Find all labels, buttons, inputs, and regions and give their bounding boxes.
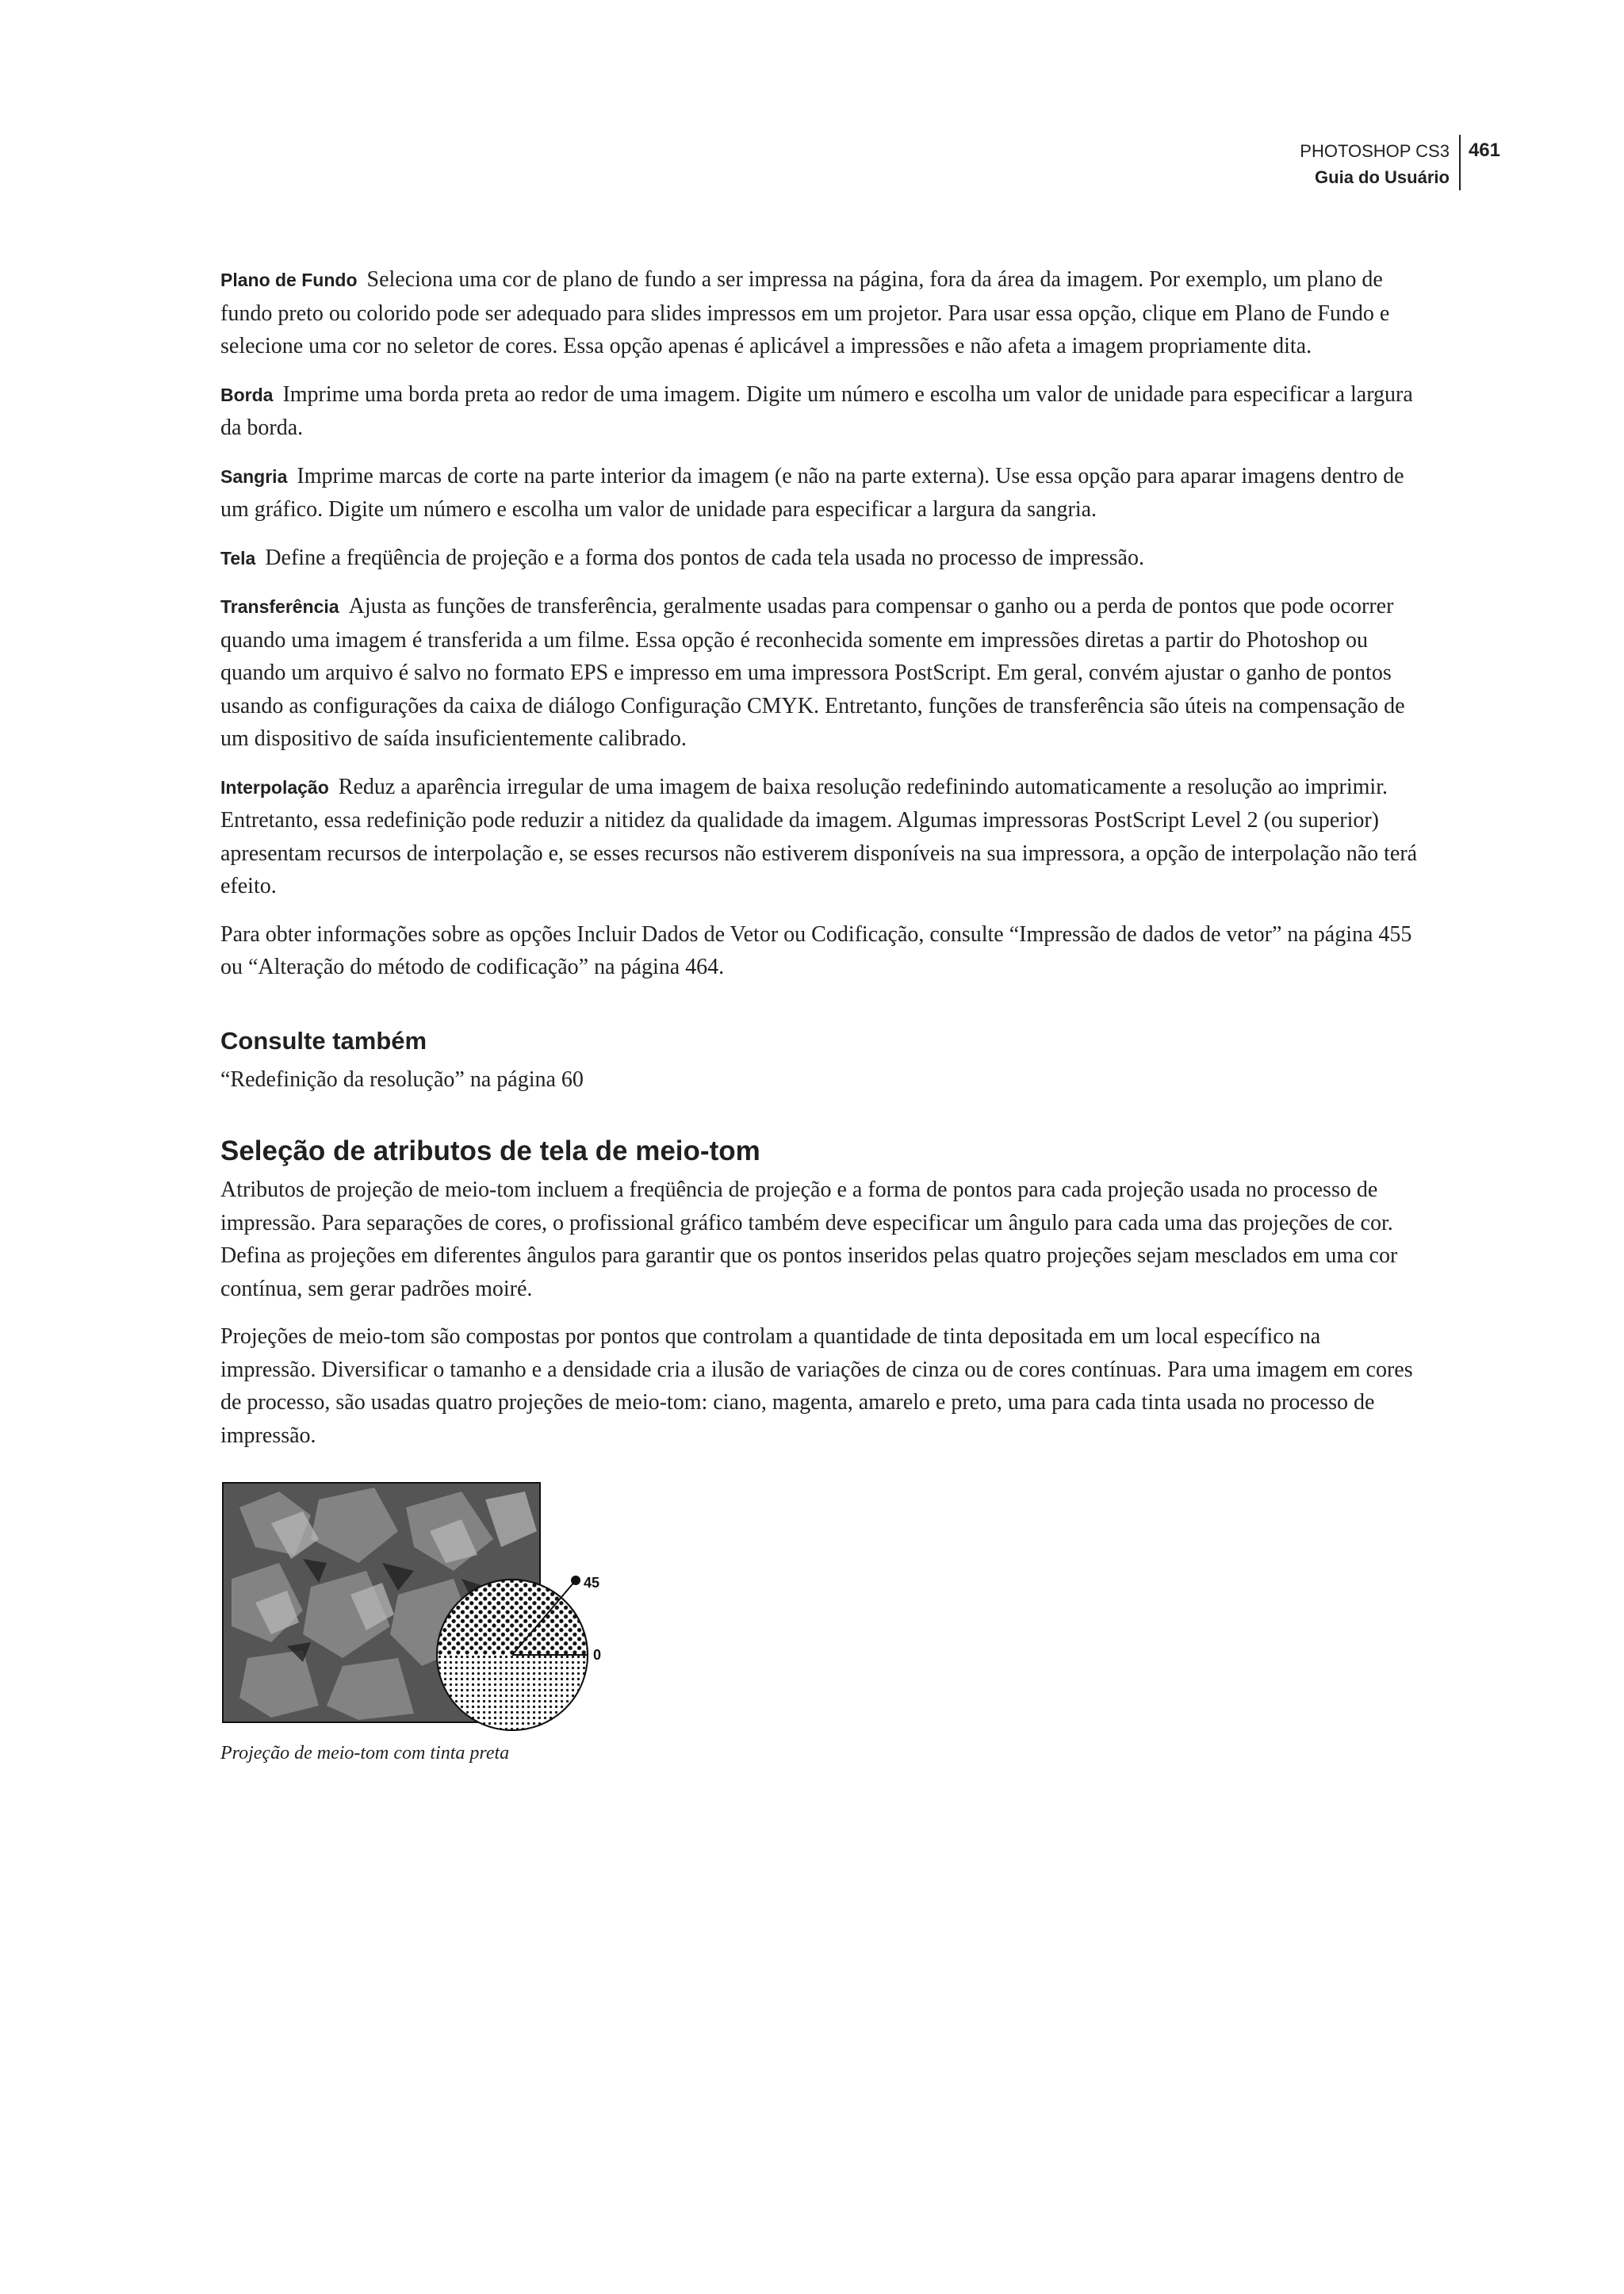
definition-transferencia <box>220 590 1418 756</box>
term-label: Sangria <box>220 465 288 487</box>
angle-label-0: 0 <box>593 1647 602 1663</box>
more-info-paragraph: Para obter informações sobre as opções Incluir Dados de Vetor ou Codificação, consulte “Impressão de dados de vetor” na página 455 ou “Alteração do método de codificação” na página 464. <box>220 921 1412 979</box>
definition-borda <box>220 378 1418 445</box>
angle-label-45: 45 <box>584 1575 600 1591</box>
term-label: Borda <box>220 384 274 405</box>
term-description: Seleciona uma cor de plano de fundo a ser impressa na página, fora da área da imagem. Por exemplo, um plano de fundo preto ou colorido pode ser adequado para slides impressos em um projetor. Para usar essa opção, clique em Plano de Fundo e selecione uma cor no seletor de cores. Essa opção apenas é aplicável a impressões e não afeta a imagem propriamente dita. <box>220 267 1390 358</box>
term-description: Imprime marcas de corte na parte interior da imagem (e não na parte externa). Use essa opção para aparar imagens dentro de um gráfico. Digite um número e escolha um valor de unidade para especificar a largura da sangria. <box>220 463 1404 522</box>
section-paragraph: Atributos de projeção de meio-tom incluem a freqüência de projeção e a forma de pontos para cada projeção usada no processo de impressão. Para separações de cores, o profissional gráfico também deve especificar um ângulo para cada uma das projeções de cor. Defina as projeções em diferentes ângulos para garantir que os pontos inseridos pelas quatro projeções sejam mesclados em uma cor contínua, sem gerar padrões moiré. <box>220 1178 1398 1301</box>
see-also-heading: Consulte também <box>220 1026 427 1055</box>
term-description: Ajusta as funções de transferência, geralmente usadas para compensar o ganho ou a perda de pontos que pode ocorrer quando uma imagem é transferida a um filme. Essa opção é reconhecida somente em impressões diretas a partir do Photoshop ou quando um arquivo é salvo no formato EPS e impresso em uma impressora PostScript. Em geral, convém ajustar o ganho de pontos usando as configurações da caixa de diálogo Configuração CMYK. Entretanto, funções de transferência são úteis na compensação de um dispositivo de saída insuficientemente calibrado. <box>220 594 1405 751</box>
term-label: Transferência <box>220 596 339 617</box>
definition-sangria <box>220 460 1418 527</box>
figure-caption: Projeção de meio-tom com tinta preta <box>220 1743 510 1764</box>
halftone-figure <box>220 1482 696 1736</box>
product-name: PHOTOSHOP CS3 <box>1300 141 1450 161</box>
section-paragraph: Projeções de meio-tom são compostas por pontos que controlam a quantidade de tinta depositada em um local específico na impressão. Diversificar o tamanho e a densidade cria a ilusão de variações de cinza ou de cores contínuas. Para uma imagem em cores de processo, são usadas quatro projeções de meio-tom: ciano, magenta, amarelo e preto, uma para cada tinta usada no processo de impressão. <box>220 1324 1413 1448</box>
page-content <box>220 263 1418 1766</box>
definition-tela <box>220 542 1418 576</box>
angle-marker <box>571 1576 580 1585</box>
see-also-link[interactable]: “Redefinição da resolução” na página 60 <box>220 1067 584 1092</box>
term-label: Interpolação <box>220 776 329 798</box>
halftone-diagram <box>220 1482 696 1736</box>
definition-interpolacao <box>220 771 1418 903</box>
section-heading: Seleção de atributos de tela de meio-tom <box>220 1136 760 1166</box>
definition-plano-de-fundo <box>220 263 1418 363</box>
term-description: Imprime uma borda preta ao redor de uma imagem. Digite um número e escolha um valor de unidade para especificar a largura da borda. <box>220 381 1413 440</box>
page-number: 461 <box>1468 140 1500 161</box>
term-label: Tela <box>220 547 256 569</box>
header-text <box>1300 135 1459 190</box>
term-description: Reduz a aparência irregular de uma imagem de baixa resolução redefinindo automaticamente a resolução ao imprimir. Entretanto, essa redefinição pode reduzir a nitidez da qualidade da imagem. Algumas impressoras PostScript Level 2 (ou superior) apresentam recursos de interpolação e, se esses recursos não estiverem disponíveis na sua impressora, a opção de interpolação não terá efeito. <box>220 774 1418 898</box>
term-label: Plano de Fundo <box>220 270 358 290</box>
term-description: Define a freqüência de projeção e a forma dos pontos de cada tela usada no processo de impressão. <box>265 545 1144 570</box>
running-header <box>1300 135 1500 190</box>
guide-title: Guia do Usuário <box>1315 167 1450 187</box>
